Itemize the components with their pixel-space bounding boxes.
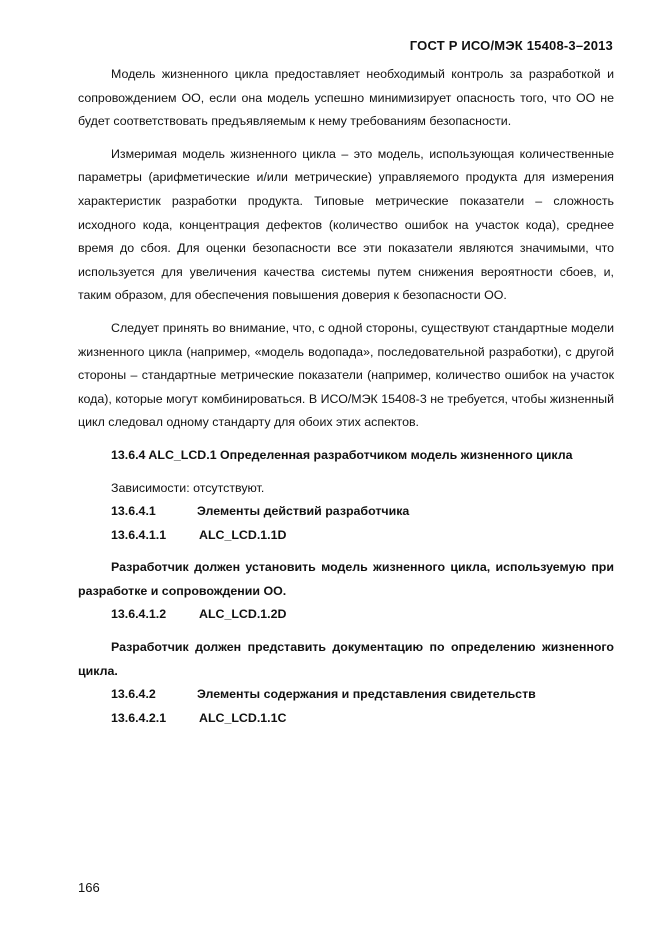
- dependencies-text: Зависимости: отсутствуют.: [111, 480, 265, 495]
- element-number: 13.6.4.2.1: [111, 710, 167, 725]
- element-heading-1d: [78, 524, 614, 548]
- element-heading-2d: [78, 603, 614, 627]
- subsection-title: Элементы действий разработчика: [197, 504, 410, 519]
- subsection-number: 13.6.4.1: [111, 504, 156, 519]
- subsection-number: 13.6.4.2: [111, 687, 156, 702]
- document-header: ГОСТ Р ИСО/МЭК 15408-3–2013: [409, 38, 613, 53]
- subsection-title: Элементы содержания и представления свидетельств: [197, 687, 536, 702]
- element-id: ALC_LCD.1.1D: [199, 527, 287, 542]
- paragraph-measurable-model: Измеримая модель жизненного цикла – это модель, использующая количественные параметры (арифметические и/или метрические) управляемого продукта для измерения характеристик разработки продукта. Типовые метрические показатели – сложность исходного кода, концентрация дефектов (количество ошибок на участок кода), среднее время до сбоя. Для оценки безопасности все эти показатели являются значимыми, что используется для увеличения качества системы путем снижения вероятности сбоев, и, таким образом, для обеспечения повышения доверия к безопасности ОО.: [78, 146, 614, 303]
- subsection-developer-actions: [78, 500, 614, 524]
- element-id: ALC_LCD.1.1C: [199, 710, 287, 725]
- paragraph-lifecycle-control: Модель жизненного цикла предоставляет необходимый контроль за разработкой и сопровождением ОО, если она модель успешно минимизирует опасность того, что ОО не будет соответствовать предъявляемым к нему требованиям безопасности.: [78, 67, 614, 129]
- element-text-1d: Разработчик должен установить модель жизненного цикла, используемую при разработке и сопровождении ОО.: [78, 560, 614, 598]
- element-text-2d: Разработчик должен представить документацию по определению жизненного цикла.: [78, 640, 614, 678]
- element-number: 13.6.4.1.2: [111, 607, 167, 622]
- paragraph-standard-models: Следует принять во внимание, что, с одной стороны, существуют стандартные модели жизненного цикла (например, «модель водопада», последовательной разработки), с другой стороны – стандартные метрические показатели (например, количество ошибок на участок кода), которые могут комбинироваться. В ИСО/МЭК 15408-3 не требуется, чтобы жизненный цикл следовал одному стандарту для обоих этих аспектов.: [78, 320, 614, 430]
- element-id: ALC_LCD.1.2D: [199, 607, 287, 622]
- element-heading-1c: [78, 707, 614, 731]
- element-number: 13.6.4.1.1: [111, 527, 167, 542]
- page-number: 166: [78, 880, 100, 895]
- page-body: [78, 63, 614, 730]
- subsection-evidence-elements: [78, 683, 614, 707]
- section-heading: 13.6.4 ALC_LCD.1 Определенная разработчиком модель жизненного цикла: [111, 447, 573, 462]
